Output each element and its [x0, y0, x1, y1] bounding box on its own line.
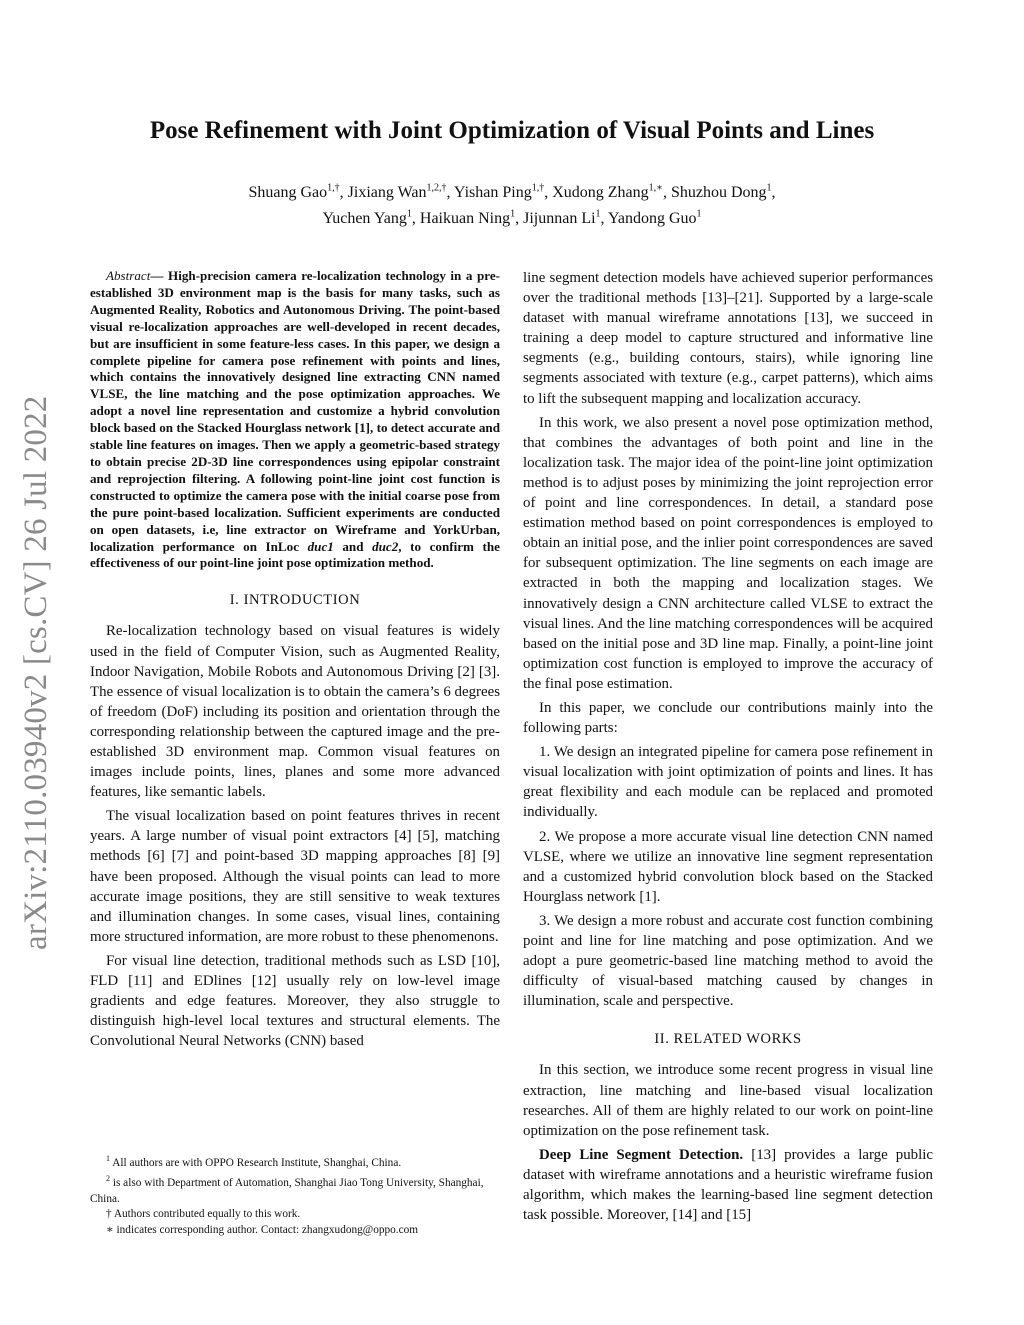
footnote: † Authors contributed equally to this work. [106, 1208, 301, 1221]
left-column [90, 268, 500, 1055]
author: Yandong Guo$^1$ [607, 208, 702, 227]
right-column [523, 268, 933, 1229]
author-line-2 [0, 203, 1024, 228]
paragraph-heading: Deep Line Segment Detection. [539, 1146, 744, 1163]
paragraph: line segment detection models have achieved superior performances over the traditional methods [13]–[21]. Supported by a large-scale dataset with manual wireframe annotations [13], we succeed in training a deep model to capture structured and informative line segments (e.g., building contours, stairs), while ignoring line segments associated with texture (e.g., carpet patterns), which aims to lift the subsequent mapping and localization accuracy. [523, 270, 933, 407]
author: Jixiang Wan$^{1,2,\dagger}$, [347, 183, 454, 202]
author-list [0, 178, 1024, 229]
footnotes [90, 1151, 500, 1238]
author: Jijunnan Li$^1$, [523, 208, 608, 227]
footnote: $^1$ All authors are with OPPO Research Institute, Shanghai, China. [106, 1154, 402, 1169]
footnote: ∗ indicates corresponding author. Contact: zhangxudong@oppo.com [106, 1223, 419, 1236]
paragraph: In this section, we introduce some recent progress in visual line extraction, line matching and line-based visual localization researches. All of them are highly related to our work on point-line optimization on the pose refinement task. [523, 1062, 933, 1139]
author: Xudong Zhang$^{1,∗}$, [552, 183, 671, 202]
paragraph: In this work, we also present a novel pose optimization method, that combines the advantages of both point and line in the localization task. The major idea of the point-line joint optimization method is to adjust poses by minimizing the joint reprojection error of point and line correspondences. In detail, a standard pose estimation method based on point correspondences is employed to obtain an initial pose, and the inlier point correspondences are saved for subsequent optimization. The line segments on each image are extracted in both the mapping and localization stages. We innovatively design a CNN architecture called VLSE to extract the visual lines. And the line matching correspondences will be acquired based on the initial pose and 3D line map. Finally, a point-line joint optimization cost function is employed to improve the accuracy of the final pose estimation. [523, 414, 933, 692]
author: Yishan Ping$^{1,\dagger}$, [453, 183, 553, 202]
section-heading-related-works: II. RELATED WORKS [654, 1031, 802, 1048]
abstract: Abstract— High-precision camera re-localization technology in a pre-established 3D environment map is the basis for many tasks, such as Augmented Reality, Robotics and Autonomous Driving. The point-based visual re-localization approaches are well-developed in recent decades, but are insufficient in some feature-less cases. In this paper, we design a complete pipeline for camera pose refinement with points and lines, which contains the innovatively designed line extracting CNN named VLSE, the line matching and the pose optimization approaches. We adopt a novel line representation and customize a hybrid convolution block based on the Stacked Hourglass network [1], to detect accurate and stable line features on images. Then we apply a geometric-based strategy to obtain precise 2D-3D line correspondences using epipolar constraint and reprojection filtering. A following point-line joint cost function is constructed to optimize the camera pose with the initial coarse pose from the pure point-based localization. Sufficient experiments are conducted on open datasets, i.e, line extractor on Wireframe and YorkUrban, localization performance on InLoc duc1 and duc2, to confirm the effectiveness of our point-line joint pose optimization method. [90, 268, 500, 571]
contribution-item: 2. We propose a more accurate visual line detection CNN named VLSE, where we utilize an innovative line segment representation and a customized hybrid convolution block based on the Stacked Hourglass network [1]. [523, 828, 933, 905]
paragraph: Re-localization technology based on visual features is widely used in the field of Computer Vision, such as Augmented Reality, Indoor Navigation, Mobile Robots and Autonomous Driving [2] [3]. The essence of visual localization is to obtain the camera’s 6 degrees of freedom (DoF) including its position and orientation through the corresponding relationship between the captured image and the pre-established 3D environment map. Common visual features on images include points, lines, planes and some more advanced features, like semantic labels. [90, 623, 500, 801]
paragraph: In this paper, we conclude our contributions mainly into the following parts: [523, 699, 933, 737]
footnote: $^2$ is also with Department of Automation, Shanghai Jiao Tong University, Shanghai, China. [90, 1174, 484, 1205]
author: Yuchen Yang$^1$, [322, 208, 420, 227]
arxiv-identifier: arXiv:2110.03940v2 [cs.CV] 26 Jul 2022 [18, 395, 54, 950]
paper-title: Pose Refinement with Joint Optimization of Visual Points and Lines [149, 117, 875, 144]
paragraph: The visual localization based on point features thrives in recent years. A large number of visual point extractors [4] [5], matching methods [6] [7] and point-based 3D mapping approaches [8] [9] have been proposed. Although the visual points can lead to more accurate image positions, they are still sensitive to weak textures and illumination changes. In some cases, visual lines, containing more structured information, are more robust to these phenomenons. [90, 808, 500, 945]
paragraph: Deep Line Segment Detection. [13] provides a large public dataset with wireframe annotations and a heuristic wireframe fusion algorithm, which makes the learning-based line segment detection task possible. Moreover, [14] and [15] [523, 1146, 933, 1224]
contribution-item: 3. We design a more robust and accurate cost function combining point and line for line matching and pose optimization. And we adopt a pure geometric-based line matching method to avoid the difficulty of visual-based matching caused by changes in illumination, scale and perspective. [523, 912, 933, 1010]
paragraph: For visual line detection, traditional methods such as LSD [10], FLD [11] and EDlines [12] usually rely on low-level image gradients and edge features. Moreover, they also struggle to distinguish high-level local textures and structural elements. The Convolutional Neural Networks (CNN) based [90, 952, 500, 1050]
section-heading-introduction: I. INTRODUCTION [229, 592, 361, 609]
author: Haikuan Ning$^1$, [419, 208, 524, 227]
author: Shuzhou Dong$^1$, [670, 183, 776, 202]
author-line-1 [0, 178, 1024, 203]
author: Shuang Gao$^{1,\dagger}$, [248, 183, 348, 202]
contribution-item: 1. We design an integrated pipeline for camera pose refinement in visual localization with joint optimization of points and lines. It has great flexibility and each module can be replaced and promoted individually. [523, 744, 933, 821]
